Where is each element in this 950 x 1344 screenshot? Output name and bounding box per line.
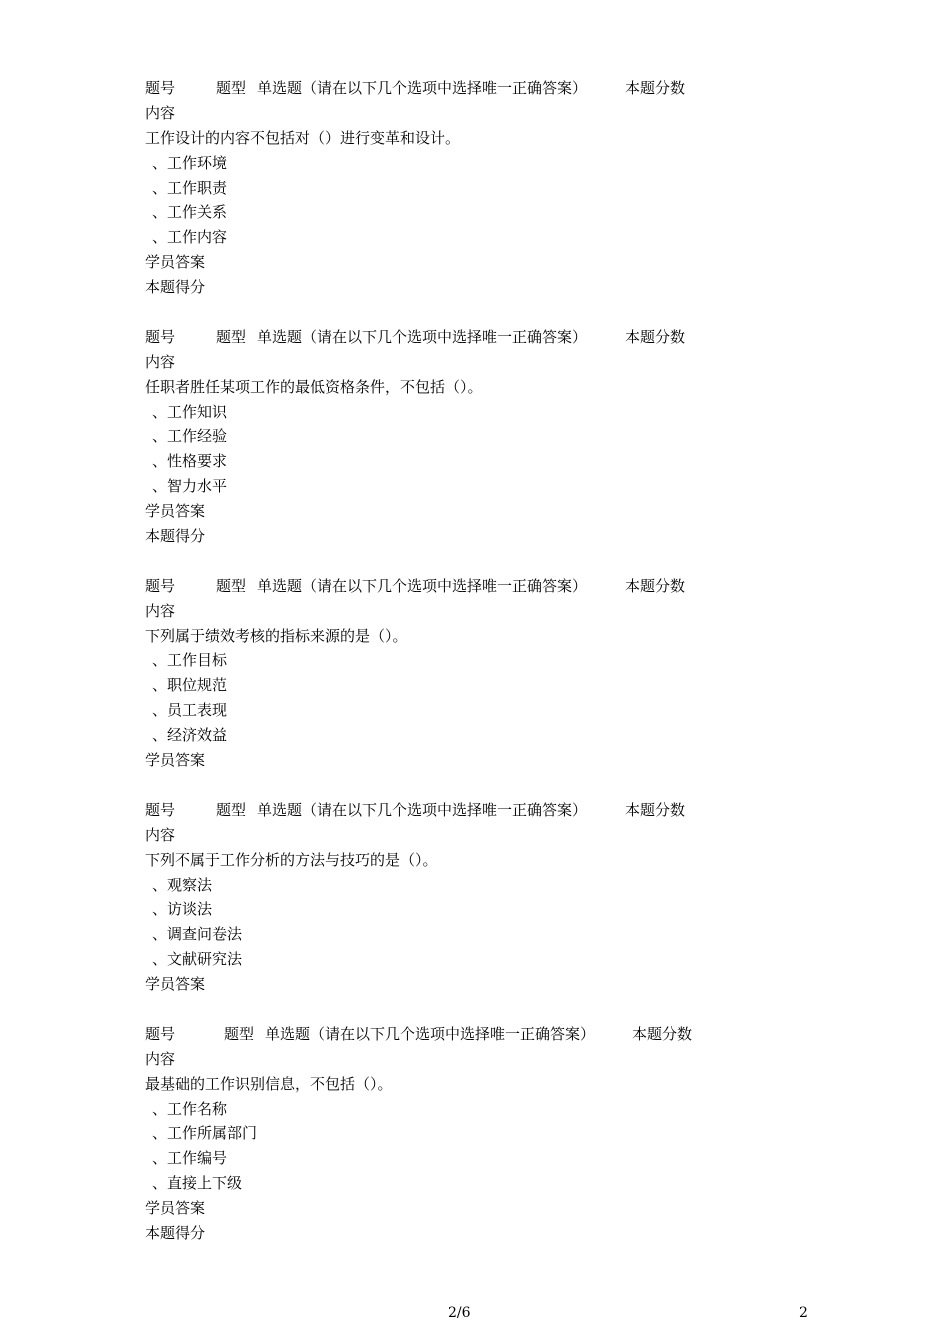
content-label: 内容 — [145, 1049, 176, 1068]
content-label: 内容 — [145, 103, 176, 122]
question-no-label: 题号 — [145, 576, 176, 595]
content-label: 内容 — [145, 825, 176, 844]
question-block — [145, 76, 785, 325]
content-label: 内容 — [145, 601, 176, 620]
student-answer-label: 学员答案 — [145, 502, 206, 521]
option-3: 、员工表现 — [152, 701, 228, 720]
question-score-earned-label: 本题得分 — [145, 527, 206, 546]
question-no-label: 题号 — [145, 1024, 176, 1043]
question-type-label: 题型 — [216, 800, 247, 819]
student-answer-label: 学员答案 — [145, 751, 206, 770]
option-4: 、经济效益 — [152, 726, 228, 745]
option-1: 、工作知识 — [152, 402, 228, 421]
option-2: 、访谈法 — [152, 900, 213, 919]
question-header — [145, 76, 785, 101]
question-type-label: 题型 — [216, 576, 247, 595]
question-header — [145, 574, 785, 599]
option-4: 、文献研究法 — [152, 950, 243, 969]
option-3: 、工作关系 — [152, 203, 228, 222]
question-header — [145, 325, 785, 350]
question-score-earned-label: 本题得分 — [145, 278, 206, 297]
option-1: 、工作环境 — [152, 153, 228, 172]
question-type-label: 题型 — [224, 1024, 255, 1043]
question-block — [145, 325, 785, 574]
option-4: 、直接上下级 — [152, 1174, 243, 1193]
question-block — [145, 574, 785, 798]
option-1: 、工作名称 — [152, 1099, 228, 1118]
question-list — [145, 76, 785, 1246]
option-3: 、调查问卷法 — [152, 925, 243, 944]
page-number: 2 — [799, 1305, 808, 1321]
option-1: 、观察法 — [152, 875, 213, 894]
option-2: 、职位规范 — [152, 676, 228, 695]
question-type-label: 题型 — [216, 79, 247, 97]
question-type-value: 单选题（请在以下几个选项中选择唯一正确答案） — [265, 1024, 596, 1043]
option-4: 、智力水平 — [152, 477, 228, 496]
student-answer-label: 学员答案 — [145, 253, 206, 272]
question-no-label: 题号 — [145, 800, 176, 819]
question-score-label: 本题分数 — [625, 800, 686, 819]
question-header — [145, 1022, 785, 1047]
question-type-label: 题型 — [216, 327, 247, 346]
option-3: 、工作编号 — [152, 1149, 228, 1168]
question-text: 最基础的工作识别信息，不包括（）。 — [145, 1074, 393, 1093]
option-2: 、工作所属部门 — [152, 1124, 258, 1143]
question-score-label: 本题分数 — [625, 327, 686, 346]
question-block — [145, 1022, 785, 1246]
option-1: 、工作目标 — [152, 651, 228, 670]
option-2: 、工作经验 — [152, 427, 228, 446]
question-header — [145, 798, 785, 823]
question-type-value: 单选题（请在以下几个选项中选择唯一正确答案） — [257, 327, 588, 346]
spacer — [145, 773, 785, 798]
question-score-label: 本题分数 — [632, 1024, 693, 1043]
question-no-label: 题号 — [145, 327, 176, 346]
question-score-label: 本题分数 — [625, 79, 686, 97]
option-2: 、工作职责 — [152, 178, 228, 197]
page-indicator: 2/6 — [448, 1305, 471, 1321]
option-3: 、性格要求 — [152, 452, 228, 471]
question-type-value: 单选题（请在以下几个选项中选择唯一正确答案） — [257, 79, 588, 97]
spacer — [145, 549, 785, 574]
question-no-label: 题号 — [145, 79, 176, 97]
question-text: 下列不属于工作分析的方法与技巧的是（）。 — [145, 850, 438, 869]
question-text: 工作设计的内容不包括对（）进行变革和设计。 — [145, 128, 461, 147]
question-type-value: 单选题（请在以下几个选项中选择唯一正确答案） — [257, 800, 588, 819]
option-4: 、工作内容 — [152, 228, 228, 247]
question-score-label: 本题分数 — [625, 576, 686, 595]
question-block — [145, 798, 785, 1022]
student-answer-label: 学员答案 — [145, 975, 206, 994]
student-answer-label: 学员答案 — [145, 1199, 206, 1218]
content-label: 内容 — [145, 352, 176, 371]
spacer — [145, 997, 785, 1022]
question-text: 任职者胜任某项工作的最低资格条件，不包括（）。 — [145, 377, 483, 396]
question-type-value: 单选题（请在以下几个选项中选择唯一正确答案） — [257, 576, 588, 595]
question-text: 下列属于绩效考核的指标来源的是（）。 — [145, 626, 408, 645]
question-score-earned-label: 本题得分 — [145, 1223, 206, 1242]
spacer — [145, 300, 785, 325]
